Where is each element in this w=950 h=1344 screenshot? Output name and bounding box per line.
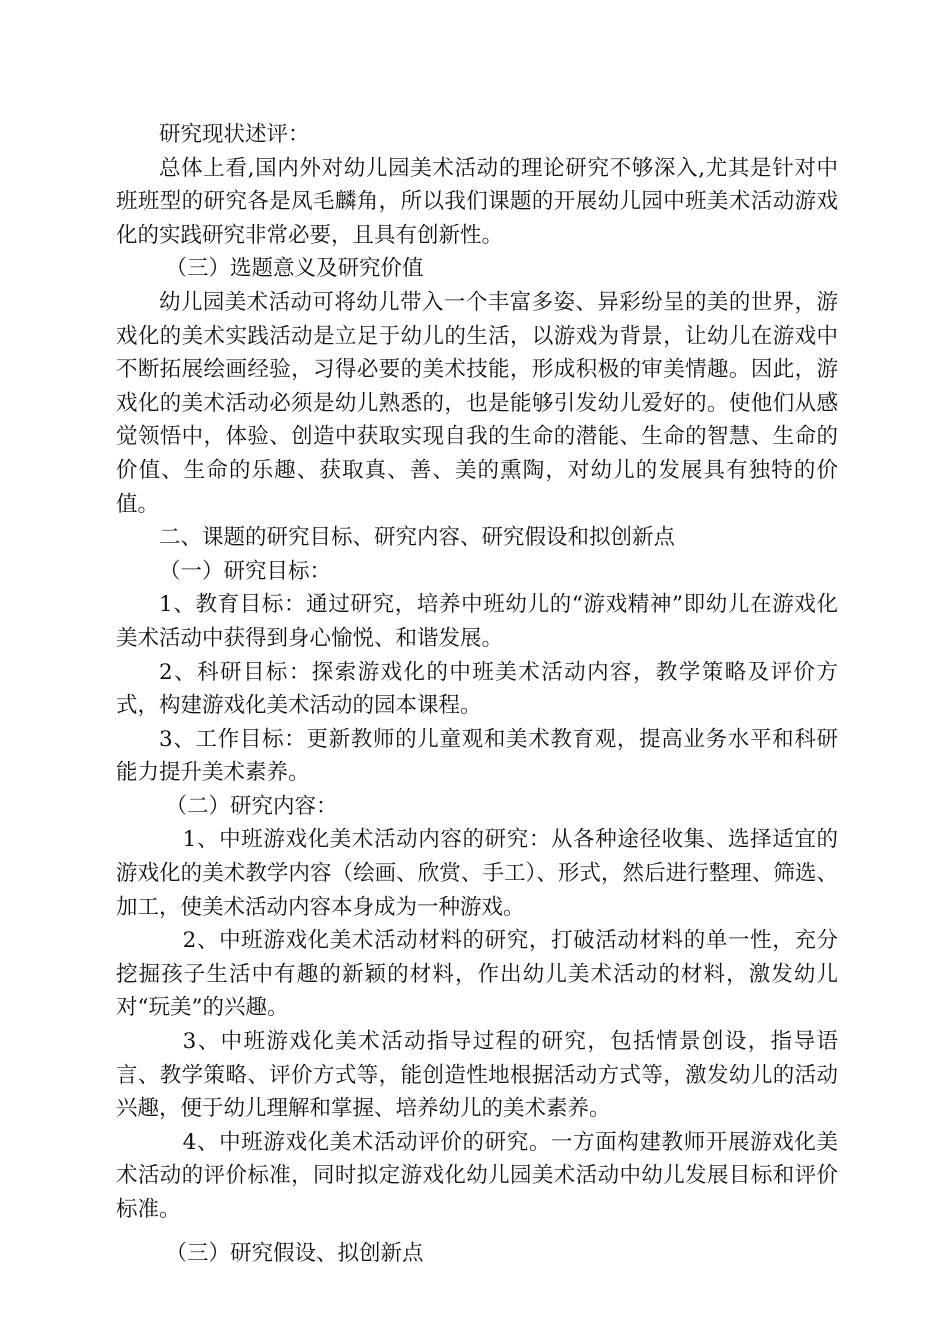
goal-2: 2、科研目标：探索游戏化的中班美术活动内容，教学策略及评价方式，构建游戏化美术活动的园本课程。 xyxy=(116,659,838,719)
content-4: 4、中班游戏化美术活动评价的研究。一方面构建教师开展游戏化美术活动的评价标准，同时拟定游戏化幼儿园美术活动中幼儿发展目标和评价标准。 xyxy=(116,1129,838,1222)
section-3-body: 幼儿园美术活动可将幼儿带入一个丰富多姿、异彩纷呈的美的世界，游戏化的美术实践活动是立足于幼儿的生活，以游戏为背景，让幼儿在游戏中不断拓展绘画经验，习得必要的美术技能，形成积极的审美情趣。因此，游戏化的美术活动必须是幼儿熟悉的，也是能够引发幼儿爱好的。使他们从感觉领悟中，体验、创造中获取实现自我的生命的潜能、生命的智慧、生命的价值、生命的乐趣、获取真、善、美的熏陶，对幼儿的发展具有独特的价值。 xyxy=(116,289,838,517)
research-status-body: 总体上看,国内外对幼儿园美术活动的理论研究不够深入,尤其是针对中班班型的研究各是凤毛麟角，所以我们课题的开展幼儿园中班美术活动游戏化的实践研究非常必要，且具有创新性。 xyxy=(116,155,838,248)
research-status-title: 研究现状述评： xyxy=(159,122,310,147)
section-3b-title: （三）研究假设、拟创新点 xyxy=(165,1240,424,1266)
section-3-title: （三）选题意义及研究价值 xyxy=(165,256,424,282)
goals-title: （一）研究目标： xyxy=(159,558,332,584)
content-title: （二）研究内容： xyxy=(165,793,338,819)
goal-3: 3、工作目标：更新教师的儿童观和美术教育观，提高业务水平和科研能力提升美术素养。 xyxy=(116,726,838,786)
part-2-title: 二、课题的研究目标、研究内容、研究假设和拟创新点 xyxy=(159,525,676,551)
goal-1: 1、教育目标：通过研究，培养中班幼儿的“游戏精神”即幼儿在游戏化美术活动中获得到身心愉悦、和谐发展。 xyxy=(116,592,838,651)
paragraph-spacer xyxy=(116,1227,838,1237)
content-3: 3、中班游戏化美术活动指导过程的研究，包括情景创设，指导语言、教学策略、评价方式等，能创造性地根据活动方式等，激发幼儿的活动兴趣，便于幼儿理解和掌握、培养幼儿的美术素养。 xyxy=(116,1029,838,1122)
document-body xyxy=(116,118,838,1270)
content-1: 1、中班游戏化美术活动内容的研究：从各种途径收集、选择适宜的游戏化的美术教学内容（绘画、欣赏、手工）、形式，然后进行整理、筛选、加工，使美术活动内容本身成为一种游戏。 xyxy=(116,827,838,920)
content-2: 2、中班游戏化美术活动材料的研究，打破活动材料的单一性，充分挖掘孩子生活中有趣的新颖的材料，作出幼儿美术活动的材料，激发幼儿对“玩美”的兴趣。 xyxy=(116,928,838,1021)
